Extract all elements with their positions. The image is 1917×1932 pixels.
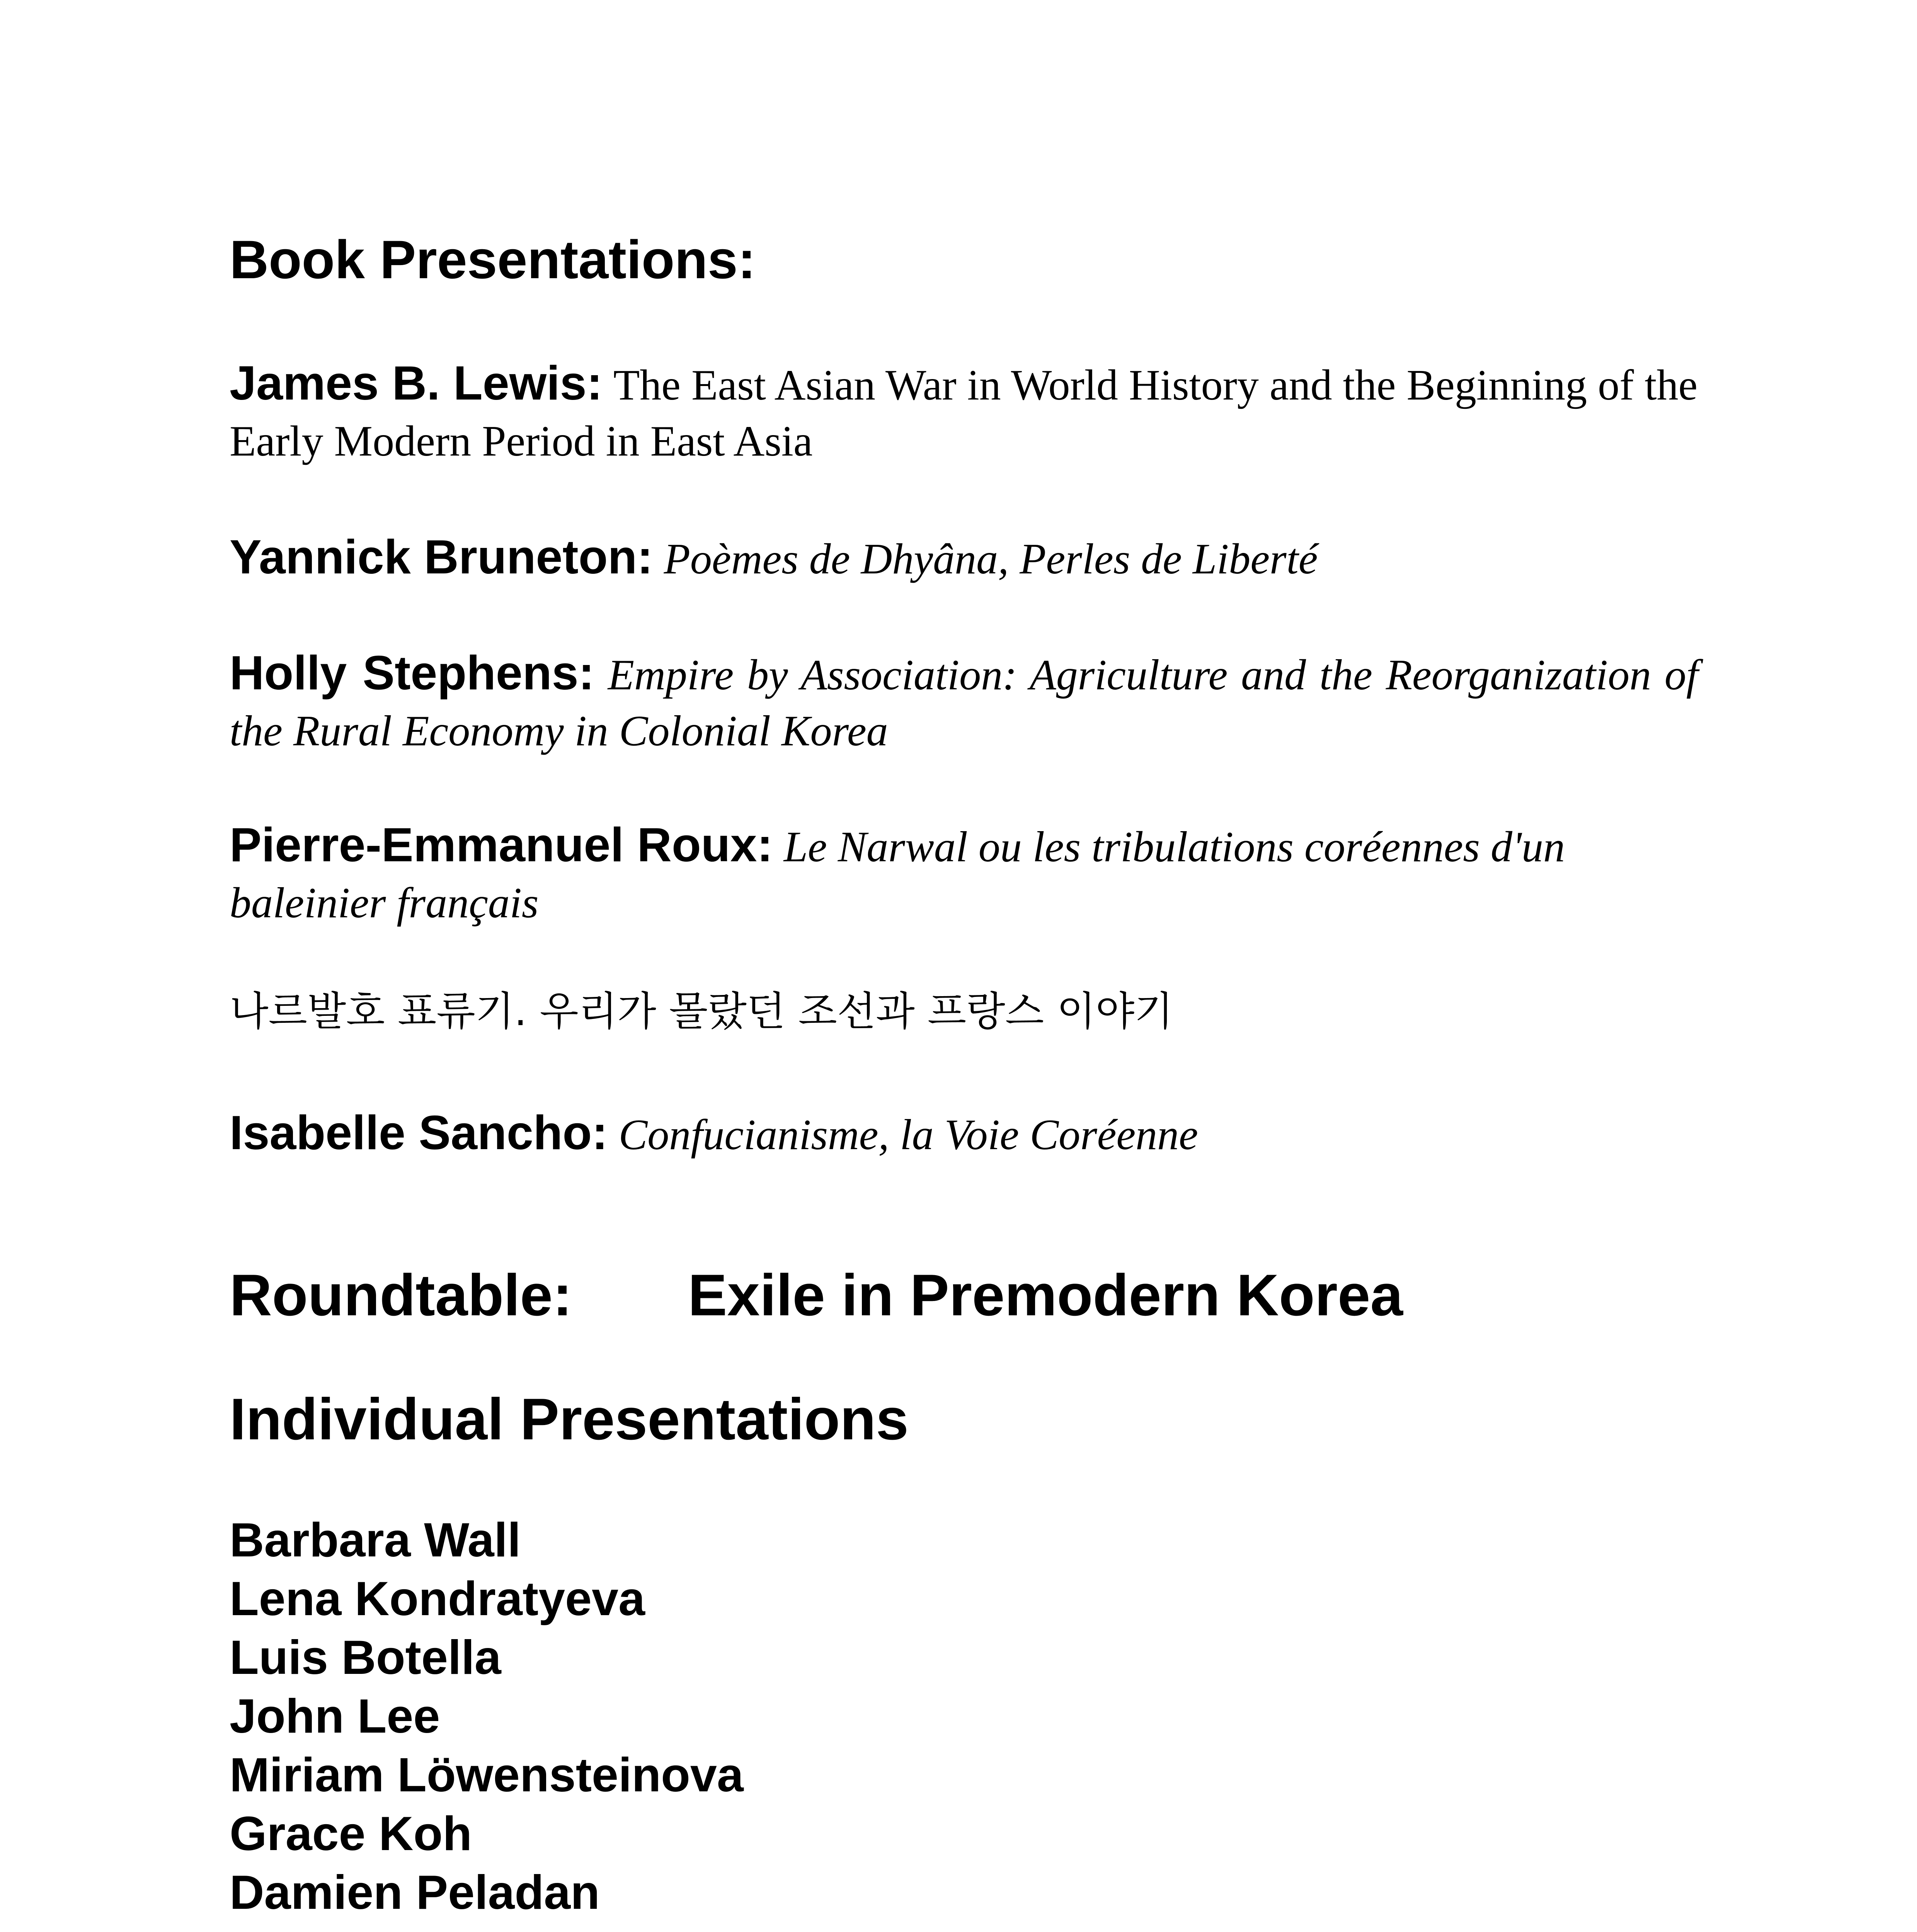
presenter-name: Grace Koh (230, 1807, 472, 1861)
book-title: Empire by Association: Agriculture and the Reorganization of the Rural Economy in Colonial Korea (230, 651, 1698, 755)
book-title: Le Narwal ou les tribulations coréennes d'un baleinier français (230, 823, 1565, 927)
book-title: The East Asian War in World History and the Beginning of the Early Modern Period in East Asia (230, 361, 1698, 465)
author-name: Holly Stephens: (230, 646, 594, 700)
presenter-name: Miriam Löwensteinova (230, 1748, 744, 1802)
roundtable-label: Roundtable: (230, 1262, 572, 1328)
book-entry-bruneton (230, 529, 1698, 587)
presenter-name: John Lee (230, 1690, 440, 1743)
presenter-name: Lena Kondratyeva (230, 1572, 645, 1626)
book-entry-sancho (230, 1105, 1698, 1163)
book-entry-roux (230, 817, 1698, 931)
presenter-name: Barbara Wall (230, 1514, 521, 1567)
presenter-list (230, 1511, 744, 1922)
presenter-name: Luis Botella (230, 1631, 501, 1684)
author-name: Isabelle Sancho: (230, 1106, 608, 1160)
book-title: Poèmes de Dhyâna, Perles de Liberté (664, 535, 1318, 583)
author-name: Yannick Bruneton: (230, 531, 653, 584)
book-title-korean: 나르발호 표류기. 우리가 몰랐던 조선과 프랑스 이야기 (230, 988, 1173, 1035)
individual-presentations-heading: Individual Presentations (230, 1386, 909, 1452)
author-name: James B. Lewis: (230, 357, 603, 410)
book-entry-stephens (230, 645, 1698, 759)
book-presentations-heading: Book Presentations: (230, 229, 756, 290)
roundtable-title: Exile in Premodern Korea (688, 1262, 1403, 1328)
book-title: Confucianisme, la Voie Coréenne (618, 1111, 1198, 1159)
presenter-name: Damien Peladan (230, 1866, 600, 1919)
author-name: Pierre-Emmanuel Roux: (230, 818, 773, 872)
book-entry-lewis (230, 355, 1698, 469)
